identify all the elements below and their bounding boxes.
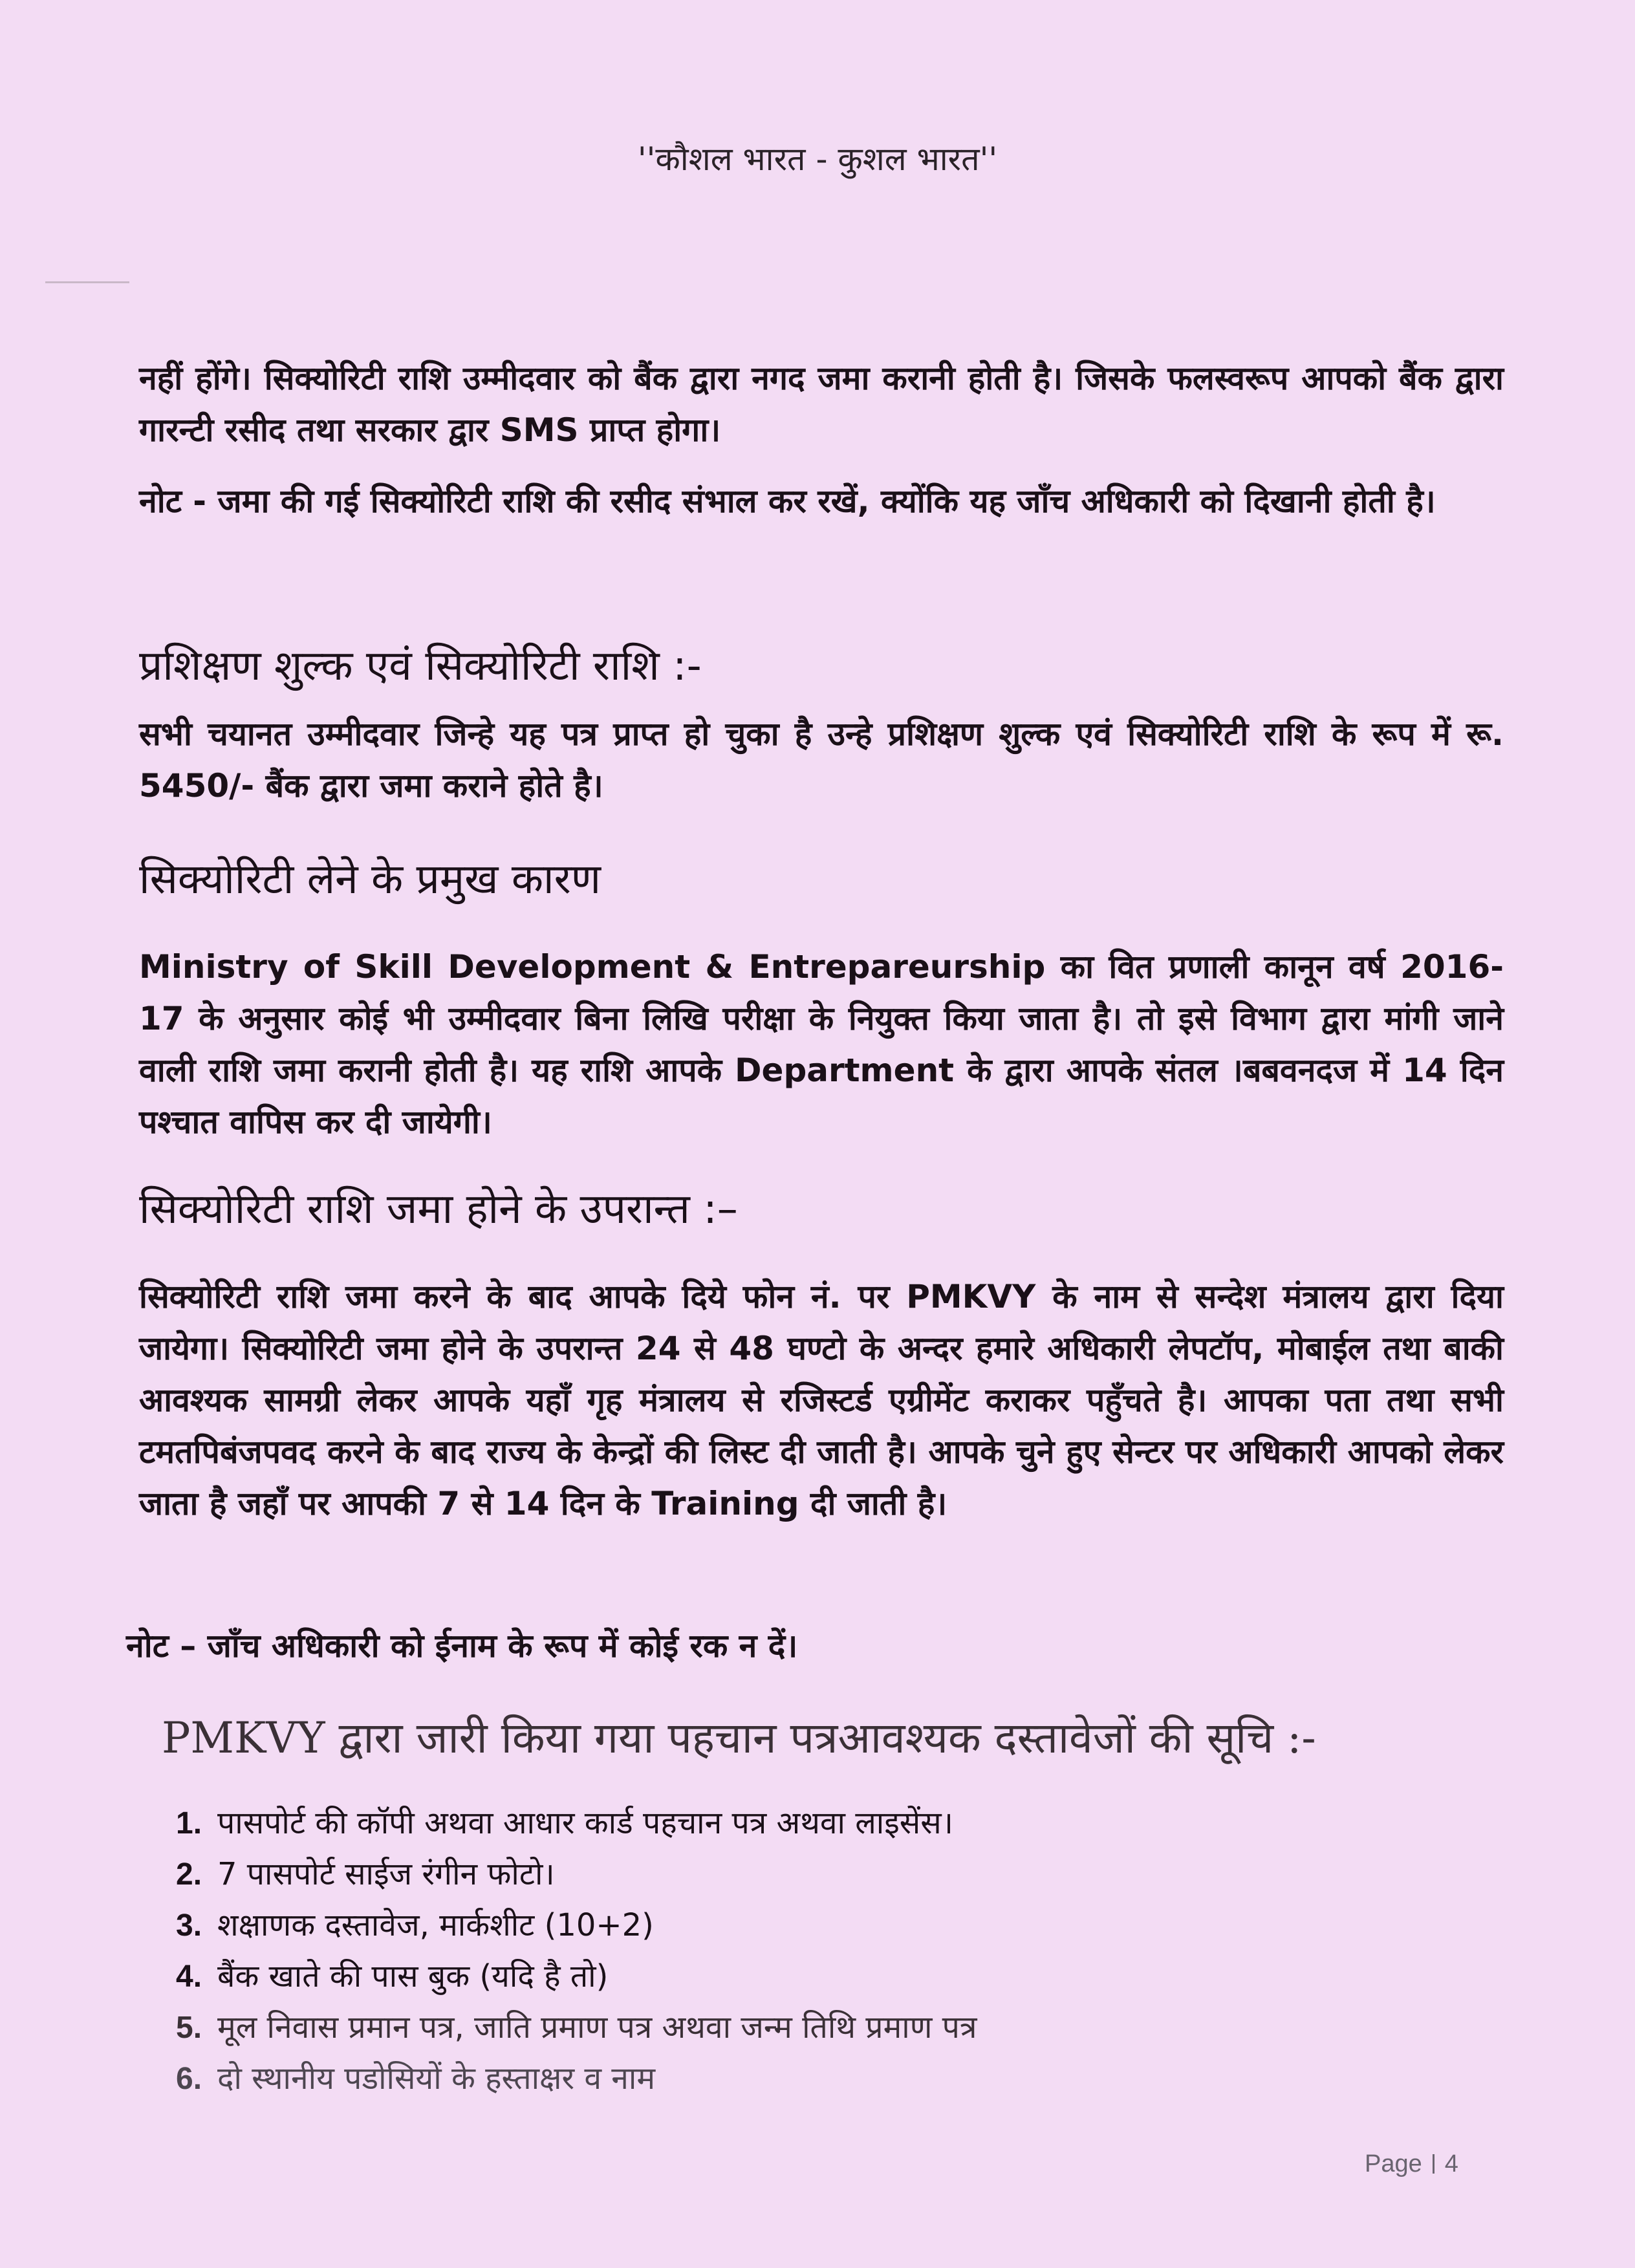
margin-rule bbox=[45, 281, 129, 283]
list-item: 6. दो स्थानीय पडोसियों के हस्ताक्षर व नाम bbox=[176, 2060, 656, 2097]
reason-paragraph: Ministry of Skill Development & Entrepareurship का वित प्रणाली कानून वर्ष 2016-17 के अनुसार कोई भी उम्मीदवार बिना लिखि परीक्षा के नियुक्त किया जाता है। तो इसे विभाग द्वारा मांगी जाने वाली राशि जमा करानी होती है। यह राशि आपके Department के द्वारा आपके संतल ।बबवनदज में 14 दिन पश्चात वापिस कर दी जायेगी। bbox=[139, 948, 1504, 1141]
after-deposit-note: नोट – जाँच अधिकारी को ईनाम के रूप में कोई रक न दें। bbox=[126, 1627, 798, 1665]
intro-note: नोट - जमा की गई सिक्योरिटी राशि की रसीद संभाल कर रखें, क्योंकि यह जाँच अधिकारी को दिखानी होती है। bbox=[139, 482, 1436, 520]
intro-section bbox=[139, 352, 1504, 527]
list-item: 2. 7 पासपोर्ट साईज रंगीन फोटो। bbox=[176, 1856, 555, 1892]
reason-section bbox=[139, 850, 1504, 1148]
after-deposit-section bbox=[139, 1180, 1504, 1529]
documents-heading: PMKVY द्वारा जारी किया गया पहचान पत्रआवश्यक दस्तावेजों की सूचि :- bbox=[162, 1713, 1316, 1763]
page-number: 4 bbox=[1444, 2150, 1458, 2177]
list-item: 1. पासपोर्ट की कॉपी अथवा आधार कार्ड पहचान पत्र अथवा लाइसेंस। bbox=[176, 1805, 953, 1841]
header-motto: ''कौशल भारत - कुशल भारत'' bbox=[637, 140, 998, 178]
page-separator bbox=[1433, 2154, 1435, 2174]
list-item: 3. शक्षाणक दस्तावेज, मार्कशीट (10+2) bbox=[176, 1907, 654, 1943]
reason-heading: सिक्योरिटी लेने के प्रमुख कारण bbox=[139, 856, 601, 903]
page-footer bbox=[1365, 2150, 1458, 2178]
fee-section bbox=[139, 637, 1504, 812]
list-item: 5. मूल निवास प्रमान पत्र, जाति प्रमाण पत्र अथवा जन्म तिथि प्रमाण पत्र bbox=[176, 2009, 977, 2046]
list-item: 4. बैंक खाते की पास बुक (यदि है तो) bbox=[176, 1958, 609, 1994]
documents-list bbox=[176, 1798, 1541, 2104]
documents-heading-block bbox=[162, 1707, 1526, 1766]
after-deposit-heading: सिक्योरिटी राशि जमा होने के उपरान्त :– bbox=[139, 1185, 738, 1233]
after-deposit-note-block bbox=[126, 1620, 1491, 1672]
page-label: Page bbox=[1365, 2150, 1422, 2177]
intro-paragraph: नहीं होंगे। सिक्योरिटी राशि उम्मीदवार को बैंक द्वारा नगद जमा करानी होती है। जिसके फलस्वरूप आपको बैंक द्वारा गारन्टी रसीद तथा सरकार द्वार SMS प्राप्त होगा। bbox=[139, 360, 1504, 449]
fee-paragraph: सभी चयानत उम्मीदवार जिन्हे यह पत्र प्राप्त हो चुका है उन्हे प्रशिक्षण शुल्क एवं सिक्योरिटी राशि के रूप में रू. 5450/- बैंक द्वारा जमा कराने होते है। bbox=[139, 715, 1504, 805]
documents-section bbox=[176, 1798, 1541, 2104]
after-deposit-paragraph: सिक्योरिटी राशि जमा करने के बाद आपके दिये फोन नं. पर PMKVY के नाम से सन्देश मंत्रालय द्वारा दिया जायेगा। सिक्योरिटी जमा होने के उपरान्त 24 से 48 घण्टो के अन्दर हमारे अधिकारी लेपटॉप, मोबाईल तथा बाकी आवश्यक सामग्री लेकर आपके यहाँ गृह मंत्रालय से रजिस्टर्ड एग्रीमेंट कराकर पहुँचते है। आपका पता तथा सभी टमतपिबंजपवद करने के बाद राज्य के केन्द्रों की लिस्ट दी जाती है। आपके चुने हुए सेन्टर पर अधिकारी आपको लेकर जाता है जहाँ पर आपकी 7 से 14 दिन के Training दी जाती है। bbox=[139, 1278, 1504, 1522]
fee-heading: प्रशिक्षण शुल्क एवं सिक्योरिटी राशि :- bbox=[139, 642, 702, 690]
